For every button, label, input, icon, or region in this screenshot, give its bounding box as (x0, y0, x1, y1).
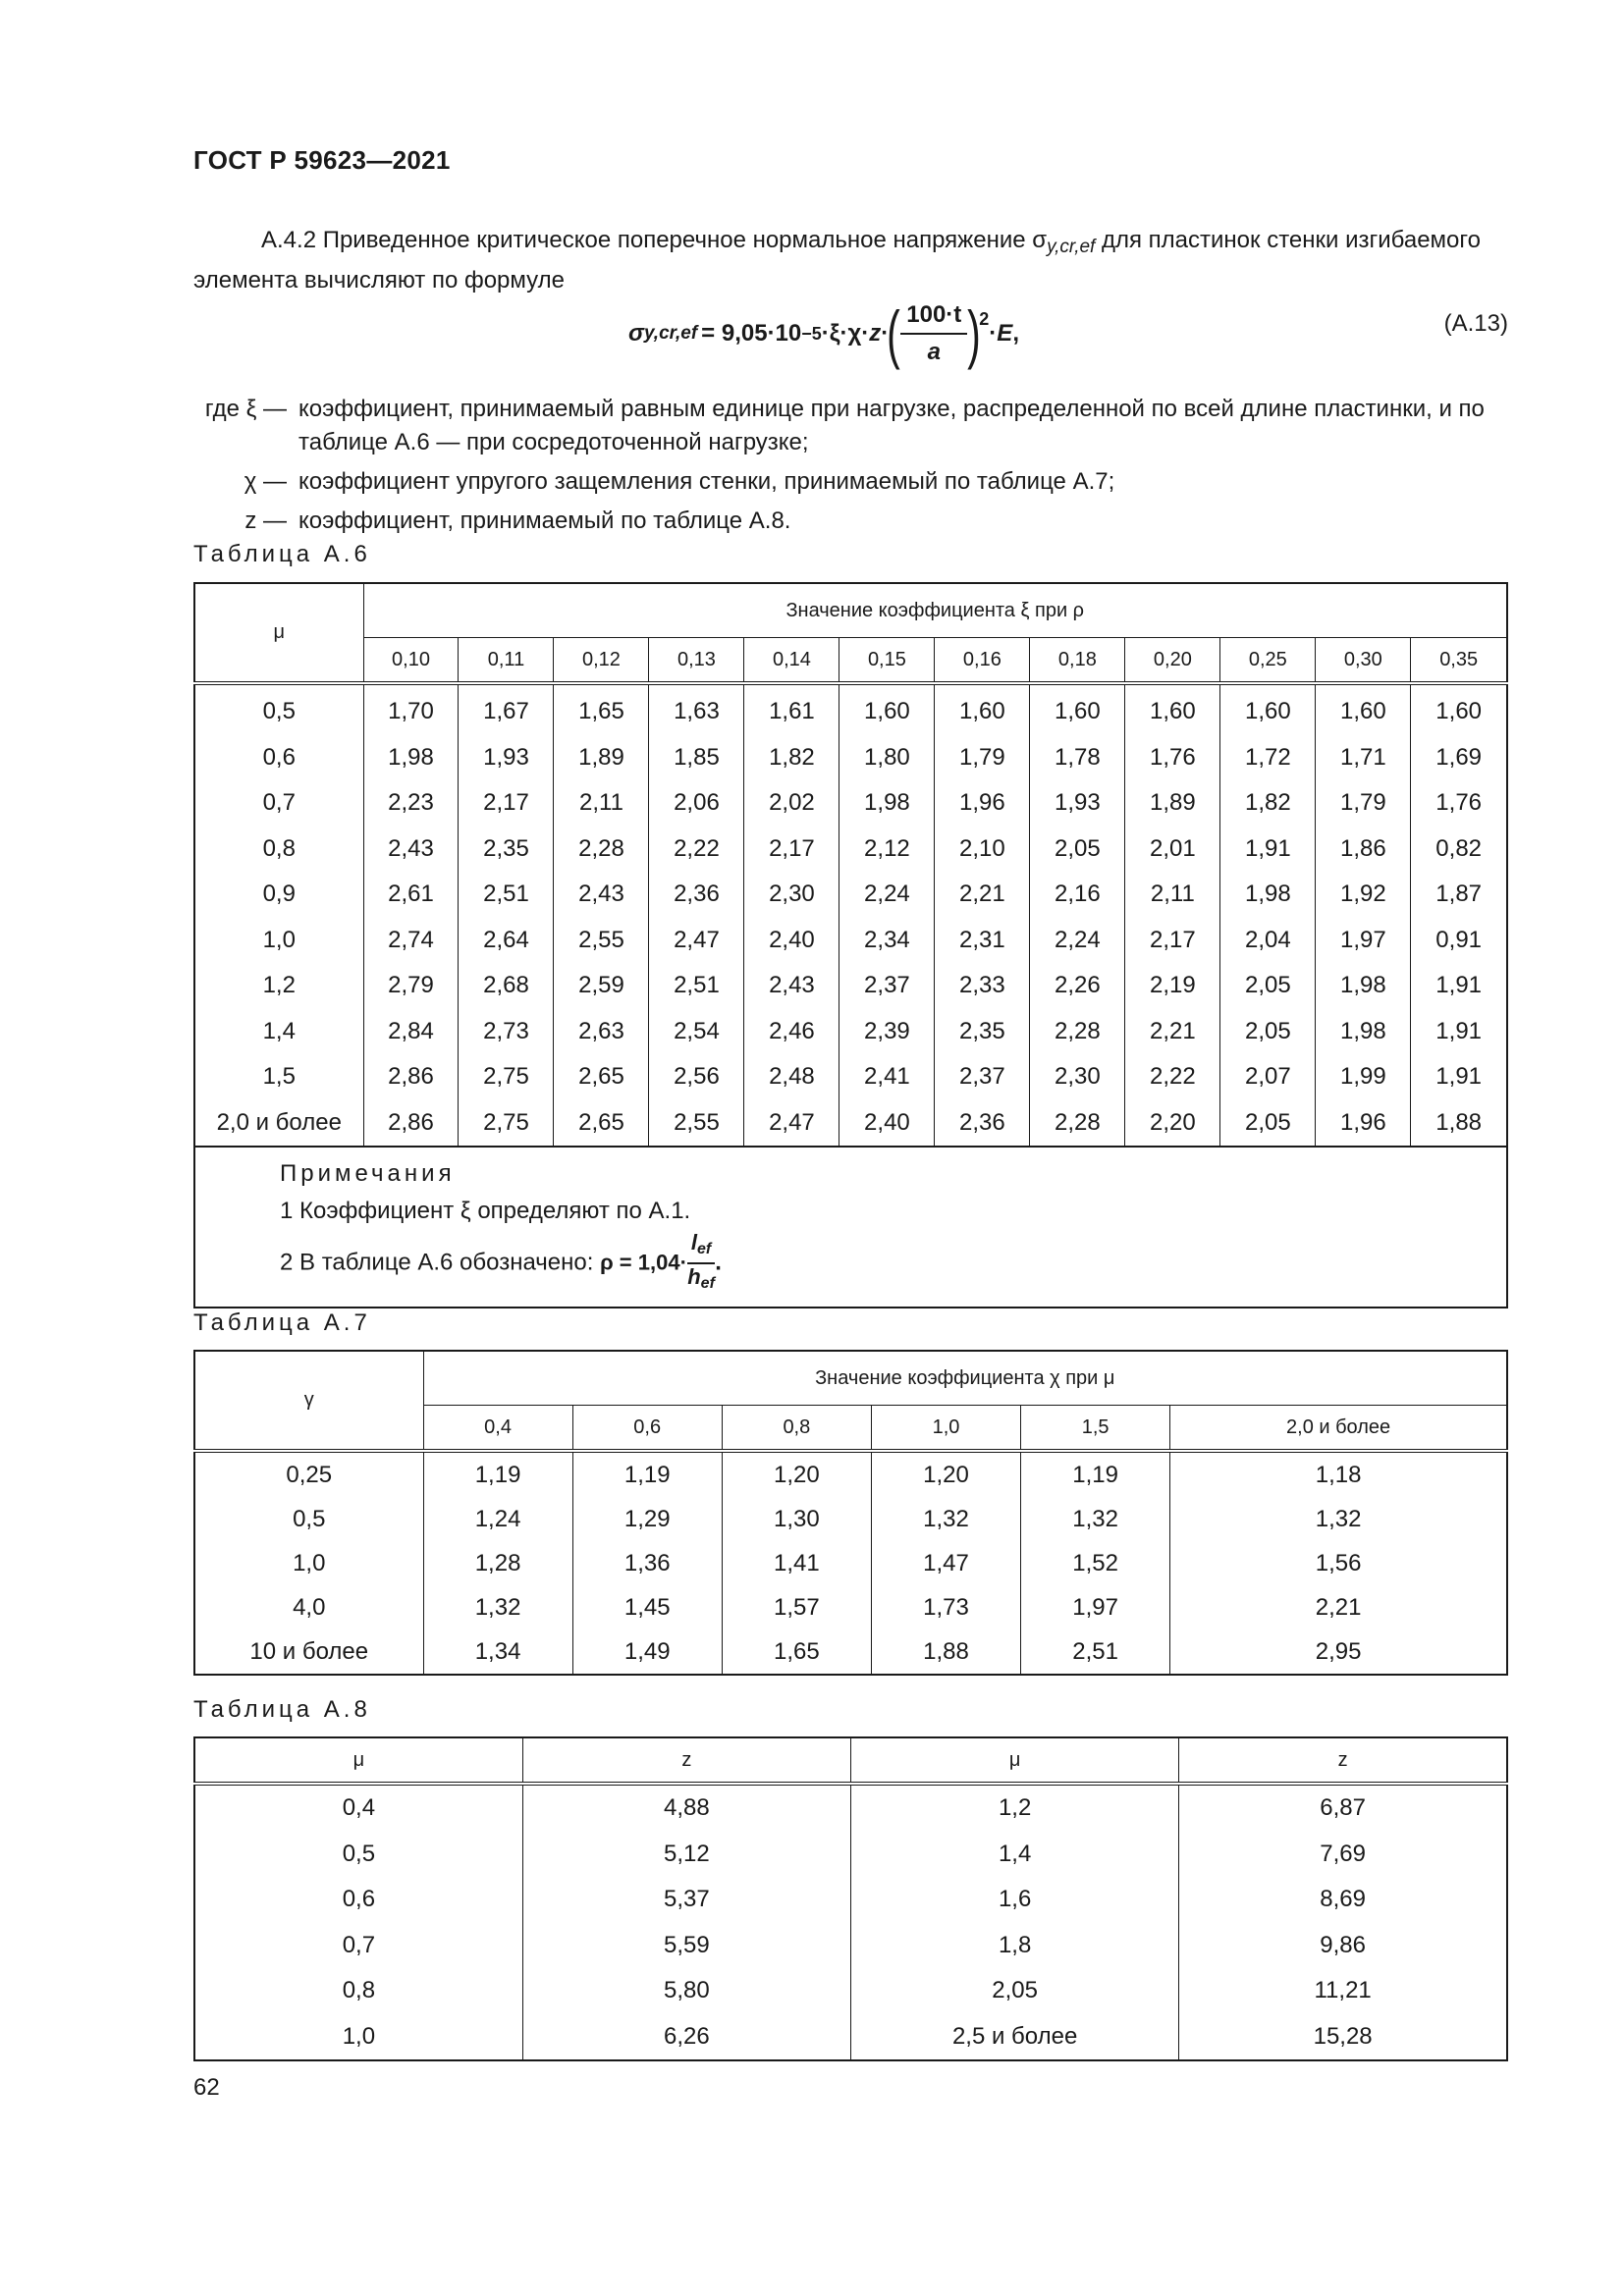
table-a6-cell: 0,91 (1411, 918, 1507, 964)
table-a6-cell: 2,17 (459, 780, 554, 827)
table-a6-cell: 2,46 (744, 1009, 839, 1055)
table-a6-cell: 2,51 (459, 872, 554, 918)
table-a6-cell: 1,98 (1220, 872, 1316, 918)
table-a8-cell: 5,37 (522, 1877, 850, 1923)
table-a6-cell: 2,05 (1030, 827, 1125, 873)
table-a6-cell: 2,43 (744, 963, 839, 1009)
table-a6-cell: 2,28 (554, 827, 649, 873)
table-row (194, 683, 1507, 735)
table-row (194, 872, 1507, 918)
table-a7-cell: 1,20 (871, 1451, 1020, 1497)
table-a6-cell: 1,61 (744, 683, 839, 735)
where-text: коэффициент, принимаемый по таблице А.8. (298, 507, 791, 534)
document-header: ГОСТ Р 59623—2021 (193, 145, 451, 175)
table-a6-cell: 2,05 (1220, 1009, 1316, 1055)
table-a6-col-header: 0,35 (1411, 638, 1507, 684)
table-a7-cell: 1,52 (1021, 1541, 1170, 1585)
table-a6-cell: 1,78 (1030, 735, 1125, 781)
table-a6-cell: 1,96 (1316, 1100, 1411, 1148)
table-a6-cell: 2,73 (459, 1009, 554, 1055)
note-1: 1 Коэффициент ξ определяют по А.1. (280, 1198, 691, 1224)
table-a6-cell: 2,61 (363, 872, 459, 918)
table-a6-cell: 1,89 (554, 735, 649, 781)
table-a7-cell: 2,21 (1170, 1585, 1507, 1629)
table-a6-cell: 1,70 (363, 683, 459, 735)
table-a6-cell: 2,30 (1030, 1054, 1125, 1100)
table-a7-cell: 1,19 (1021, 1451, 1170, 1497)
table-a6-cell: 2,86 (363, 1100, 459, 1148)
table-a8-cell: 11,21 (1179, 1968, 1507, 2014)
table-a6-cell: 1,91 (1411, 1054, 1507, 1100)
notes-title: Примечания (280, 1160, 456, 1187)
table-a6-cell: 2,43 (363, 827, 459, 873)
table-a6-cell: 2,21 (935, 872, 1030, 918)
table-a6-cell: 2,37 (839, 963, 935, 1009)
table-a6-cell: 1,91 (1411, 963, 1507, 1009)
table-a6-cell: 1,93 (459, 735, 554, 781)
table-row (194, 1923, 1507, 1969)
table-a6-cell: 2,35 (935, 1009, 1030, 1055)
table-a6-cell: 1,60 (839, 683, 935, 735)
where-item (196, 505, 1510, 538)
table-row (194, 780, 1507, 827)
table-a6-cell: 2,20 (1125, 1100, 1220, 1148)
table-row (194, 1832, 1507, 1878)
table-a6-cell: 2,54 (649, 1009, 744, 1055)
table-a7-cell: 2,95 (1170, 1629, 1507, 1675)
table-a8-col-header: z (522, 1737, 850, 1784)
table-row (194, 963, 1507, 1009)
table-a6-cell: 1,79 (1316, 780, 1411, 827)
where-symbol: где ξ — (204, 396, 287, 422)
table-a6-col-header: 0,13 (649, 638, 744, 684)
table-a6-cell: 1,60 (1030, 683, 1125, 735)
table-a6-row-label: 1,0 (194, 918, 363, 964)
table-a6-row-label: 0,5 (194, 683, 363, 735)
table-a6-cell: 2,40 (839, 1100, 935, 1148)
table-a6-cell: 2,11 (554, 780, 649, 827)
table-a8-col-header: μ (851, 1737, 1179, 1784)
table-a6-caption: Таблица А.6 (193, 541, 371, 567)
table-a7-cell: 1,45 (572, 1585, 722, 1629)
table-a7-row-label: 0,25 (194, 1451, 423, 1497)
table-a6-cell: 1,60 (1220, 683, 1316, 735)
where-item (196, 465, 1510, 499)
table-row (194, 2014, 1507, 2061)
table-a8-cell: 7,69 (1179, 1832, 1507, 1878)
table-a8-cell: 6,87 (1179, 1784, 1507, 1832)
table-a6-cell: 2,01 (1125, 827, 1220, 873)
table-a7-cell: 1,32 (423, 1585, 572, 1629)
table-a6-cell: 1,60 (935, 683, 1030, 735)
formula-a13: σ y,cr,ef = 9,05·10 −5 ·ξ·χ· z · ( $\frac{100\cdot t}{a}$ ) 2 · E , (628, 297, 1019, 370)
table-a6-cell: 1,72 (1220, 735, 1316, 781)
table-row (194, 1784, 1507, 1832)
table-a6-row-label: 2,0 и более (194, 1100, 363, 1148)
table-a7-cell: 1,65 (722, 1629, 871, 1675)
table-a6-cell: 2,22 (649, 827, 744, 873)
table-a6-row-label: 1,2 (194, 963, 363, 1009)
table-a8-cell: 5,59 (522, 1923, 850, 1969)
table-a6-cell: 1,69 (1411, 735, 1507, 781)
table-a8-cell: 0,5 (194, 1832, 522, 1878)
table-a6 (193, 582, 1508, 1308)
table-a6-cell: 2,23 (363, 780, 459, 827)
table-a6-col-header: 0,30 (1316, 638, 1411, 684)
table-a6-cell: 1,99 (1316, 1054, 1411, 1100)
table-a6-row-label: 0,6 (194, 735, 363, 781)
table-row (194, 1009, 1507, 1055)
table-row (194, 1451, 1507, 1497)
table-a6-cell: 2,24 (1030, 918, 1125, 964)
table-a6-cell: 1,88 (1411, 1100, 1507, 1148)
table-a8-cell: 2,5 и более (851, 2014, 1179, 2061)
table-a6-cell: 1,89 (1125, 780, 1220, 827)
table-a6-cell: 2,11 (1125, 872, 1220, 918)
table-a6-cell: 2,75 (459, 1100, 554, 1148)
rho-formula: ρ = 1,04· (600, 1250, 687, 1275)
table-a7-cell: 1,18 (1170, 1451, 1507, 1497)
table-a6-cell: 2,86 (363, 1054, 459, 1100)
note-2-end: . (715, 1249, 722, 1276)
table-a7-cell: 1,32 (1170, 1497, 1507, 1541)
table-row (194, 1100, 1507, 1148)
table-a7-cell: 1,20 (722, 1451, 871, 1497)
table-a6-cell: 2,28 (1030, 1100, 1125, 1148)
table-a6-cell: 2,36 (649, 872, 744, 918)
table-a7-cell: 1,30 (722, 1497, 871, 1541)
table-a6-cell: 1,98 (1316, 963, 1411, 1009)
table-a6-cell: 1,98 (1316, 1009, 1411, 1055)
table-a7-cell: 1,41 (722, 1541, 871, 1585)
table-a7-row-label: 1,0 (194, 1541, 423, 1585)
table-a7-caption: Таблица А.7 (193, 1309, 371, 1336)
table-a7-cell: 1,19 (572, 1451, 722, 1497)
table-a6-cell: 1,71 (1316, 735, 1411, 781)
note-2-text: 2 В таблице А.6 обозначено: (280, 1249, 601, 1276)
table-a7-corner-header: γ (194, 1351, 423, 1451)
table-a6-cell: 1,98 (363, 735, 459, 781)
table-a6-cell: 2,16 (1030, 872, 1125, 918)
table-a6-col-header: 0,10 (363, 638, 459, 684)
rho-denominator: h (687, 1264, 701, 1289)
table-a6-cell: 1,98 (839, 780, 935, 827)
table-a8 (193, 1736, 1508, 2061)
table-a6-row-label: 0,9 (194, 872, 363, 918)
table-a8-cell: 5,80 (522, 1968, 850, 2014)
table-a6-cell: 2,22 (1125, 1054, 1220, 1100)
table-a6-cell: 1,80 (839, 735, 935, 781)
table-a6-cell: 2,33 (935, 963, 1030, 1009)
table-a6-cell: 2,55 (649, 1100, 744, 1148)
table-a6-corner-header: μ (194, 583, 363, 683)
table-a6-cell: 2,17 (744, 827, 839, 873)
table-a7-cell: 1,19 (423, 1451, 572, 1497)
table-a6-cell: 1,60 (1411, 683, 1507, 735)
where-symbol: z — (244, 507, 287, 534)
table-row (194, 1054, 1507, 1100)
table-a6-cell: 2,55 (554, 918, 649, 964)
table-a6-cell: 2,19 (1125, 963, 1220, 1009)
table-a7-col-header: 2,0 и более (1170, 1406, 1507, 1452)
table-a6-cell: 2,17 (1125, 918, 1220, 964)
table-a8-cell: 4,88 (522, 1784, 850, 1832)
table-a6-col-header: 0,11 (459, 638, 554, 684)
table-a6-cell: 2,26 (1030, 963, 1125, 1009)
table-a7-cell: 2,51 (1021, 1629, 1170, 1675)
table-a8-cell: 0,8 (194, 1968, 522, 2014)
table-a6-cell: 2,30 (744, 872, 839, 918)
table-a8-cell: 1,8 (851, 1923, 1179, 1969)
table-a6-row-label: 0,7 (194, 780, 363, 827)
rho-numerator-sub: ef (697, 1241, 712, 1257)
table-a6-cell: 2,36 (935, 1100, 1030, 1148)
table-row (194, 918, 1507, 964)
table-a8-cell: 0,4 (194, 1784, 522, 1832)
table-a6-cell: 1,85 (649, 735, 744, 781)
table-a6-cell: 2,59 (554, 963, 649, 1009)
table-a7-group-header: Значение коэффициента χ при μ (423, 1351, 1507, 1406)
table-a6-cell: 1,91 (1220, 827, 1316, 873)
page-number: 62 (193, 2074, 220, 2101)
table-a6-col-header: 0,18 (1030, 638, 1125, 684)
table-a6-row-label: 1,4 (194, 1009, 363, 1055)
table-a6-col-header: 0,16 (935, 638, 1030, 684)
table-a8-cell: 1,4 (851, 1832, 1179, 1878)
table-a8-cell: 0,7 (194, 1923, 522, 1969)
table-row (194, 735, 1507, 781)
table-a6-cell: 2,51 (649, 963, 744, 1009)
table-a7-cell: 1,24 (423, 1497, 572, 1541)
table-a8-caption: Таблица А.8 (193, 1696, 371, 1723)
table-a6-cell: 2,74 (363, 918, 459, 964)
table-row (194, 827, 1507, 873)
table-a6-cell: 2,24 (839, 872, 935, 918)
table-a7-cell: 1,29 (572, 1497, 722, 1541)
table-a6-group-header: Значение коэффициента ξ при ρ (363, 583, 1507, 638)
table-a6-cell: 2,05 (1220, 1100, 1316, 1148)
table-a6-cell: 1,67 (459, 683, 554, 735)
table-a6-cell: 2,47 (744, 1100, 839, 1148)
table-a7-cell: 1,88 (871, 1629, 1020, 1675)
where-text: коэффициент, принимаемый равным единице при нагрузке, распределенной по всей длине пластинки, и по таблице А.6 — при сосредоточенной нагрузке; (298, 396, 1485, 455)
table-a8-cell: 1,0 (194, 2014, 522, 2061)
table-a8-cell: 15,28 (1179, 2014, 1507, 2061)
table-a7-cell: 1,97 (1021, 1585, 1170, 1629)
table-a6-cell: 2,48 (744, 1054, 839, 1100)
table-a7-cell: 1,36 (572, 1541, 722, 1585)
table-a6-col-header: 0,20 (1125, 638, 1220, 684)
table-row (194, 1629, 1507, 1675)
table-a7-col-header: 1,5 (1021, 1406, 1170, 1452)
table-a6-cell: 1,91 (1411, 1009, 1507, 1055)
table-a7-cell: 1,57 (722, 1585, 871, 1629)
rho-fraction (687, 1230, 715, 1297)
rho-denominator-sub: ef (700, 1275, 715, 1292)
table-a6-cell: 1,76 (1411, 780, 1507, 827)
table-a6-cell: 2,10 (935, 827, 1030, 873)
where-text: коэффициент упругого защемления стенки, принимаемый по таблице А.7; (298, 468, 1115, 495)
table-a7-cell: 1,32 (871, 1497, 1020, 1541)
table-a6-row-label: 1,5 (194, 1054, 363, 1100)
table-a6-cell: 1,86 (1316, 827, 1411, 873)
table-a7-col-header: 0,4 (423, 1406, 572, 1452)
table-a6-cell: 2,07 (1220, 1054, 1316, 1100)
rho-numerator: l (690, 1230, 698, 1255)
table-a7-cell: 1,34 (423, 1629, 572, 1675)
table-a6-cell: 1,60 (1125, 683, 1220, 735)
table-a7-row-label: 4,0 (194, 1585, 423, 1629)
where-list (196, 393, 1510, 544)
table-a6-cell: 1,79 (935, 735, 1030, 781)
table-a8-cell: 6,26 (522, 2014, 850, 2061)
table-a6-cell: 1,96 (935, 780, 1030, 827)
table-a6-cell: 2,64 (459, 918, 554, 964)
table-a6-cell: 2,28 (1030, 1009, 1125, 1055)
table-a6-cell: 2,75 (459, 1054, 554, 1100)
table-row (194, 1877, 1507, 1923)
table-a6-cell: 2,34 (839, 918, 935, 964)
table-a6-cell: 2,02 (744, 780, 839, 827)
table-a6-cell: 1,65 (554, 683, 649, 735)
table-row (194, 1585, 1507, 1629)
table-a6-cell: 2,40 (744, 918, 839, 964)
table-a7-col-header: 0,6 (572, 1406, 722, 1452)
table-a6-cell: 2,39 (839, 1009, 935, 1055)
table-a8-col-header: μ (194, 1737, 522, 1784)
table-a7-cell: 1,47 (871, 1541, 1020, 1585)
table-a8-cell: 2,05 (851, 1968, 1179, 2014)
table-a7-cell: 1,73 (871, 1585, 1020, 1629)
where-item (196, 393, 1510, 459)
table-a8-cell: 8,69 (1179, 1877, 1507, 1923)
table-a6-row-label: 0,8 (194, 827, 363, 873)
table-a6-cell: 2,68 (459, 963, 554, 1009)
table-a6-cell: 2,43 (554, 872, 649, 918)
table-a6-col-header: 0,15 (839, 638, 935, 684)
table-a8-cell: 1,2 (851, 1784, 1179, 1832)
table-a7-cell: 1,32 (1021, 1497, 1170, 1541)
table-a6-cell: 2,35 (459, 827, 554, 873)
table-a6-cell: 2,12 (839, 827, 935, 873)
formula-number: (А.13) (1443, 310, 1508, 337)
table-a6-cell: 2,21 (1125, 1009, 1220, 1055)
table-a6-cell: 1,87 (1411, 872, 1507, 918)
table-row (194, 1541, 1507, 1585)
table-a7-cell: 1,28 (423, 1541, 572, 1585)
table-a7-row-label: 10 и более (194, 1629, 423, 1675)
table-a7-cell: 1,49 (572, 1629, 722, 1675)
table-a6-cell: 1,93 (1030, 780, 1125, 827)
table-a6-notes (194, 1147, 1507, 1308)
table-a7-cell: 1,56 (1170, 1541, 1507, 1585)
table-a6-cell: 0,82 (1411, 827, 1507, 873)
table-a8-cell: 9,86 (1179, 1923, 1507, 1969)
table-a6-cell: 2,79 (363, 963, 459, 1009)
note-2 (280, 1230, 1506, 1297)
table-a7 (193, 1350, 1508, 1676)
table-a6-cell: 2,06 (649, 780, 744, 827)
table-a6-cell: 2,63 (554, 1009, 649, 1055)
table-a8-cell: 5,12 (522, 1832, 850, 1878)
where-symbol: χ — (244, 468, 287, 495)
table-a6-cell: 1,76 (1125, 735, 1220, 781)
table-a6-cell: 2,65 (554, 1100, 649, 1148)
table-a6-cell: 1,97 (1316, 918, 1411, 964)
table-a8-cell: 1,6 (851, 1877, 1179, 1923)
table-a6-cell: 1,82 (1220, 780, 1316, 827)
table-a8-col-header: z (1179, 1737, 1507, 1784)
table-a6-col-header: 0,14 (744, 638, 839, 684)
table-a7-col-header: 0,8 (722, 1406, 871, 1452)
table-a6-cell: 1,60 (1316, 683, 1411, 735)
table-a6-cell: 2,37 (935, 1054, 1030, 1100)
table-a8-cell: 0,6 (194, 1877, 522, 1923)
table-a6-cell: 1,82 (744, 735, 839, 781)
paragraph-a42: А.4.2 Приведенное критическое поперечное нормальное напряжение $\sigma_{y,cr,ef}$ для пластинок стенки изгибаемого элемента вычисляют по формуле (193, 227, 1481, 294)
table-a7-row-label: 0,5 (194, 1497, 423, 1541)
table-row (194, 1497, 1507, 1541)
table-a6-col-header: 0,25 (1220, 638, 1316, 684)
table-row (194, 1968, 1507, 2014)
table-a6-cell: 2,41 (839, 1054, 935, 1100)
table-a6-cell: 2,65 (554, 1054, 649, 1100)
table-a6-cell: 1,63 (649, 683, 744, 735)
table-a6-cell: 2,05 (1220, 963, 1316, 1009)
table-a6-cell: 2,04 (1220, 918, 1316, 964)
table-a7-col-header: 1,0 (871, 1406, 1020, 1452)
table-a6-col-header: 0,12 (554, 638, 649, 684)
table-a6-cell: 2,47 (649, 918, 744, 964)
table-a6-cell: 1,92 (1316, 872, 1411, 918)
table-a6-cell: 2,31 (935, 918, 1030, 964)
table-a6-cell: 2,56 (649, 1054, 744, 1100)
table-a6-cell: 2,84 (363, 1009, 459, 1055)
